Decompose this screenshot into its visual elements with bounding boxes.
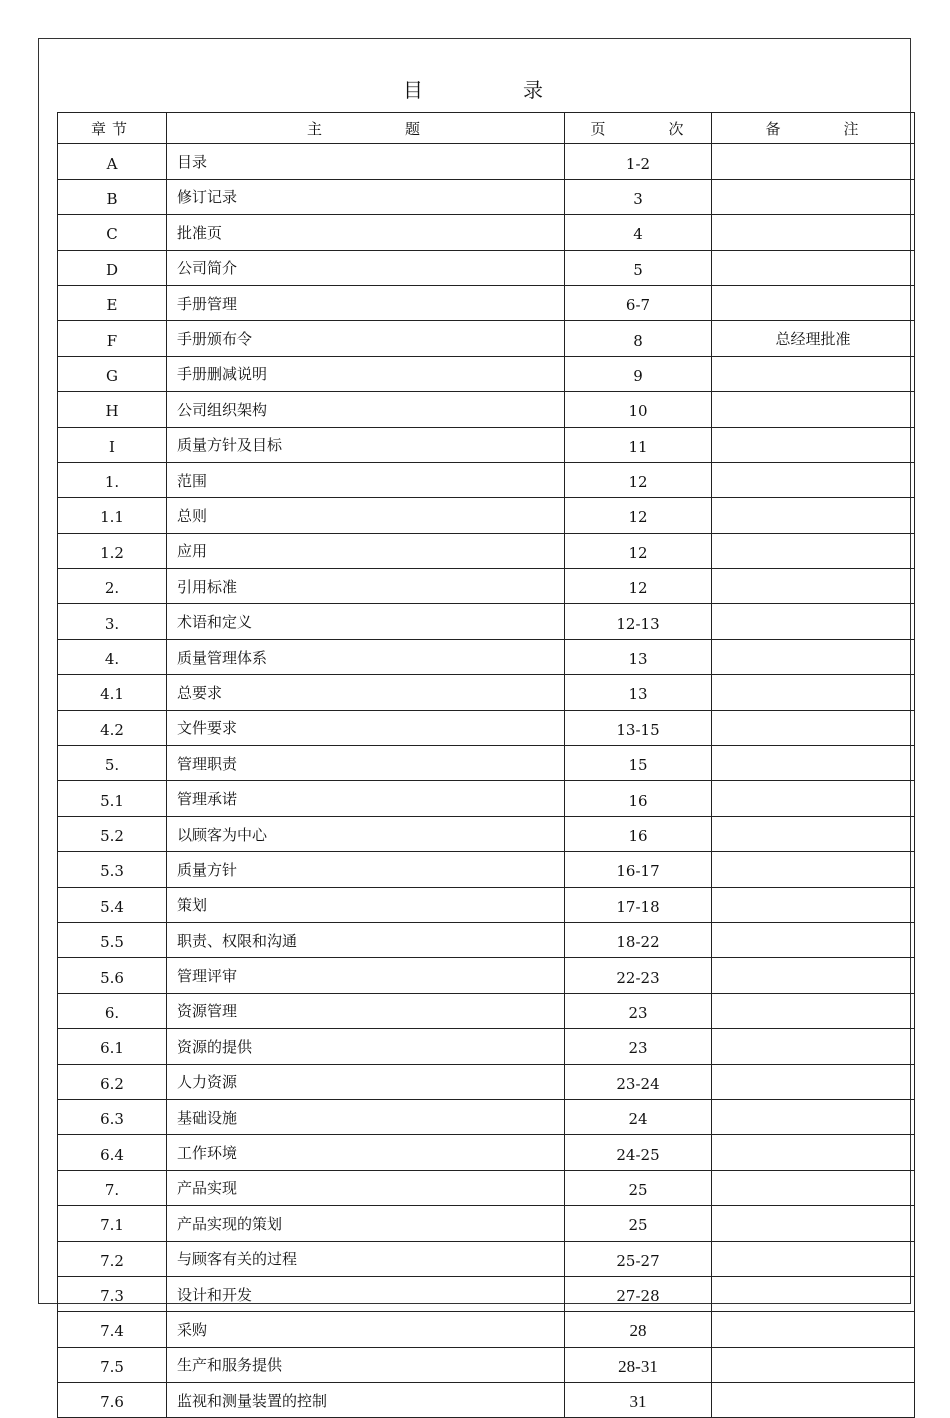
page-range: 25	[565, 1206, 712, 1241]
page-range: 12-13	[565, 604, 712, 639]
page-range: 25-27	[565, 1241, 712, 1276]
section-number: 5.5	[58, 922, 167, 957]
table-row	[58, 321, 915, 356]
subject-text: 手册管理	[167, 285, 565, 320]
subject-text: 文件要求	[167, 710, 565, 745]
section-number: 6.1	[58, 1029, 167, 1064]
table-row	[58, 781, 915, 816]
note-text	[712, 498, 915, 533]
table-row	[58, 710, 915, 745]
section-number: I	[58, 427, 167, 462]
page-range: 13	[565, 675, 712, 710]
section-number: A	[58, 144, 167, 179]
note-text	[712, 922, 915, 957]
section-number: 1.	[58, 462, 167, 497]
note-text	[712, 1099, 915, 1134]
note-text	[712, 675, 915, 710]
subject-text: 管理评审	[167, 958, 565, 993]
table-row	[58, 675, 915, 710]
page-range: 11	[565, 427, 712, 462]
section-number: 6.3	[58, 1099, 167, 1134]
page-range: 16	[565, 816, 712, 851]
subject-text: 设计和开发	[167, 1276, 565, 1311]
table-row	[58, 816, 915, 851]
table-row	[58, 498, 915, 533]
note-text	[712, 1383, 915, 1418]
page-range: 28	[565, 1312, 712, 1347]
page-range: 8	[565, 321, 712, 356]
section-number: C	[58, 215, 167, 250]
note-text	[712, 1241, 915, 1276]
note-text	[712, 1206, 915, 1241]
table-row	[58, 958, 915, 993]
subject-text: 质量方针	[167, 852, 565, 887]
section-number: 6.	[58, 993, 167, 1028]
note-text	[712, 144, 915, 179]
table-row	[58, 1029, 915, 1064]
header-page: 页 次	[565, 113, 712, 144]
section-number: D	[58, 250, 167, 285]
header-note: 备 注	[712, 113, 915, 144]
table-row	[58, 1064, 915, 1099]
section-number: 5.3	[58, 852, 167, 887]
subject-text: 手册删减说明	[167, 356, 565, 391]
table-row	[58, 533, 915, 568]
section-number: 7.	[58, 1170, 167, 1205]
page-range: 12	[565, 462, 712, 497]
note-text	[712, 887, 915, 922]
subject-text: 工作环境	[167, 1135, 565, 1170]
subject-text: 基础设施	[167, 1099, 565, 1134]
subject-text: 手册颁布令	[167, 321, 565, 356]
page-range: 9	[565, 356, 712, 391]
table-row	[58, 356, 915, 391]
table-row	[58, 250, 915, 285]
note-text	[712, 179, 915, 214]
page-range: 23-24	[565, 1064, 712, 1099]
section-number: 3.	[58, 604, 167, 639]
table-row	[58, 852, 915, 887]
subject-text: 质量方针及目标	[167, 427, 565, 462]
note-text	[712, 710, 915, 745]
subject-text: 管理职责	[167, 746, 565, 781]
subject-text: 术语和定义	[167, 604, 565, 639]
note-text	[712, 781, 915, 816]
subject-text: 总则	[167, 498, 565, 533]
table-row	[58, 144, 915, 179]
subject-text: 与顾客有关的过程	[167, 1241, 565, 1276]
page-range: 1-2	[565, 144, 712, 179]
page-range: 24	[565, 1099, 712, 1134]
section-number: 7.3	[58, 1276, 167, 1311]
subject-text: 产品实现的策划	[167, 1206, 565, 1241]
subject-text: 范围	[167, 462, 565, 497]
section-number: 5.2	[58, 816, 167, 851]
subject-text: 公司简介	[167, 250, 565, 285]
note-text	[712, 1029, 915, 1064]
note-text	[712, 1276, 915, 1311]
toc-body	[58, 144, 915, 1418]
section-number: B	[58, 179, 167, 214]
page-range: 4	[565, 215, 712, 250]
section-number: 1.1	[58, 498, 167, 533]
note-text	[712, 250, 915, 285]
subject-text: 总要求	[167, 675, 565, 710]
page-range: 16	[565, 781, 712, 816]
note-text	[712, 569, 915, 604]
toc-header-row	[58, 113, 915, 144]
section-number: 4.	[58, 639, 167, 674]
section-number: 5.1	[58, 781, 167, 816]
section-number: 2.	[58, 569, 167, 604]
page-range: 24-25	[565, 1135, 712, 1170]
subject-text: 产品实现	[167, 1170, 565, 1205]
page-range: 18-22	[565, 922, 712, 957]
section-number: 7.6	[58, 1383, 167, 1418]
page-range: 16-17	[565, 852, 712, 887]
section-number: H	[58, 392, 167, 427]
subject-text: 公司组织架构	[167, 392, 565, 427]
subject-text: 质量管理体系	[167, 639, 565, 674]
note-text	[712, 1170, 915, 1205]
page-range: 15	[565, 746, 712, 781]
note-text	[712, 1312, 915, 1347]
note-text	[712, 462, 915, 497]
page-range: 12	[565, 533, 712, 568]
note-text	[712, 356, 915, 391]
note-text	[712, 958, 915, 993]
subject-text: 目录	[167, 144, 565, 179]
page-range: 23	[565, 1029, 712, 1064]
table-row	[58, 569, 915, 604]
table-row	[58, 1347, 915, 1382]
subject-text: 资源管理	[167, 993, 565, 1028]
table-row	[58, 1206, 915, 1241]
section-number: 4.2	[58, 710, 167, 745]
note-text	[712, 285, 915, 320]
table-row	[58, 427, 915, 462]
note-text	[712, 852, 915, 887]
subject-text: 生产和服务提供	[167, 1347, 565, 1382]
note-text	[712, 1135, 915, 1170]
page-range: 28-31	[565, 1347, 712, 1382]
subject-text: 应用	[167, 533, 565, 568]
note-text	[712, 392, 915, 427]
header-section: 章节	[58, 113, 167, 144]
header-subject: 主 题	[167, 113, 565, 144]
table-row	[58, 1135, 915, 1170]
note-text: 总经理批准	[712, 321, 915, 356]
section-number: 5.4	[58, 887, 167, 922]
section-number: 7.5	[58, 1347, 167, 1382]
table-row	[58, 993, 915, 1028]
table-row	[58, 462, 915, 497]
page-range: 6-7	[565, 285, 712, 320]
table-row	[58, 1241, 915, 1276]
subject-text: 以顾客为中心	[167, 816, 565, 851]
section-number: 7.2	[58, 1241, 167, 1276]
note-text	[712, 746, 915, 781]
subject-text: 管理承诺	[167, 781, 565, 816]
subject-text: 采购	[167, 1312, 565, 1347]
table-row	[58, 1099, 915, 1134]
note-text	[712, 427, 915, 462]
section-number: 4.1	[58, 675, 167, 710]
page-range: 31	[565, 1383, 712, 1418]
page-range: 13-15	[565, 710, 712, 745]
note-text	[712, 1064, 915, 1099]
table-row	[58, 604, 915, 639]
note-text	[712, 639, 915, 674]
note-text	[712, 604, 915, 639]
subject-text: 人力资源	[167, 1064, 565, 1099]
page-range: 17-18	[565, 887, 712, 922]
table-row	[58, 1383, 915, 1418]
note-text	[712, 215, 915, 250]
page-range: 27-28	[565, 1276, 712, 1311]
subject-text: 职责、权限和沟通	[167, 922, 565, 957]
page-range: 23	[565, 993, 712, 1028]
table-row	[58, 639, 915, 674]
note-text	[712, 1347, 915, 1382]
table-row	[58, 1170, 915, 1205]
document-title: 目 录	[403, 78, 583, 102]
table-row	[58, 887, 915, 922]
section-number: 5.6	[58, 958, 167, 993]
toc-table	[57, 112, 915, 1418]
page-range: 12	[565, 569, 712, 604]
table-row	[58, 179, 915, 214]
note-text	[712, 993, 915, 1028]
subject-text: 引用标准	[167, 569, 565, 604]
page-range: 22-23	[565, 958, 712, 993]
table-row	[58, 922, 915, 957]
table-row	[58, 1312, 915, 1347]
subject-text: 批准页	[167, 215, 565, 250]
section-number: E	[58, 285, 167, 320]
section-number: 5.	[58, 746, 167, 781]
section-number: 1.2	[58, 533, 167, 568]
section-number: 7.4	[58, 1312, 167, 1347]
table-row	[58, 1276, 915, 1311]
table-row	[58, 746, 915, 781]
page-range: 5	[565, 250, 712, 285]
subject-text: 资源的提供	[167, 1029, 565, 1064]
page-range: 13	[565, 639, 712, 674]
table-row	[58, 285, 915, 320]
section-number: 6.2	[58, 1064, 167, 1099]
note-text	[712, 533, 915, 568]
subject-text: 监视和测量装置的控制	[167, 1383, 565, 1418]
subject-text: 策划	[167, 887, 565, 922]
table-row	[58, 215, 915, 250]
page-range: 12	[565, 498, 712, 533]
page-range: 25	[565, 1170, 712, 1205]
page-range: 10	[565, 392, 712, 427]
subject-text: 修订记录	[167, 179, 565, 214]
table-row	[58, 392, 915, 427]
section-number: 7.1	[58, 1206, 167, 1241]
page-range: 3	[565, 179, 712, 214]
section-number: 6.4	[58, 1135, 167, 1170]
section-number: F	[58, 321, 167, 356]
note-text	[712, 816, 915, 851]
section-number: G	[58, 356, 167, 391]
